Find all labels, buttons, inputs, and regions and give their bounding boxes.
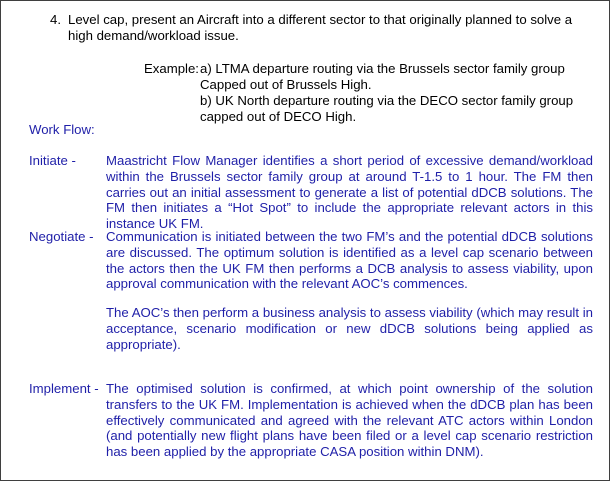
item-text: Level cap, present an Aircraft into a different sector to that originally planned to solve a high demand/workload issue. [68, 12, 573, 43]
step-negotiate-paragraph: Communication is initiated between the two FM’s and the potential dDCB solutions are discussed. The optimum solution is identified as a level cap scenario between the actors then the UK FM then performs a DCB analysis to assess viability, upon approval communication with the relevant AOC’s commences. [106, 229, 593, 292]
example-line: Capped out of Brussels High. [200, 77, 372, 92]
step-negotiate-paragraph-2: The AOC’s then perform a business analysis to assess viability (which may result in acceptance, scenario modification or new dDCB solutions being applied as appropriate). [106, 305, 593, 352]
step-label-initiate: Initiate - [29, 153, 76, 168]
item-number: 4. [50, 12, 61, 27]
workflow-title: Work Flow: [29, 122, 95, 137]
example-label: Example: [144, 61, 199, 76]
step-label-implement: Implement - [29, 381, 99, 396]
example-line: a) LTMA departure routing via the Brussels sector family group [200, 61, 565, 76]
step-label-negotiate: Negotiate - [29, 229, 94, 244]
step-initiate-paragraph: Maastricht Flow Manager identifies a short period of excessive demand/workload within the Brussels sector family group at around T-1.5 to 1 hour. The FM then carries out an initial assessment to generate a list of potential dDCB solutions. The FM then initiates a “Hot Spot” to include the appropriate relevant actors in this instance UK FM. [106, 153, 593, 232]
example-line: capped out of DECO High. [200, 109, 357, 124]
step-implement-paragraph: The optimised solution is confirmed, at which point ownership of the solution transfers to the UK FM. Implementation is achieved when the dDCB plan has been effectively communicated and agreed with the relevant ATC actors within London (and potentially new flight plans have been filed or a level cap scenario restriction has been applied by the appropriate CASA position within DNM). [106, 381, 593, 460]
example-line: b) UK North departure routing via the DECO sector family group [200, 93, 574, 108]
